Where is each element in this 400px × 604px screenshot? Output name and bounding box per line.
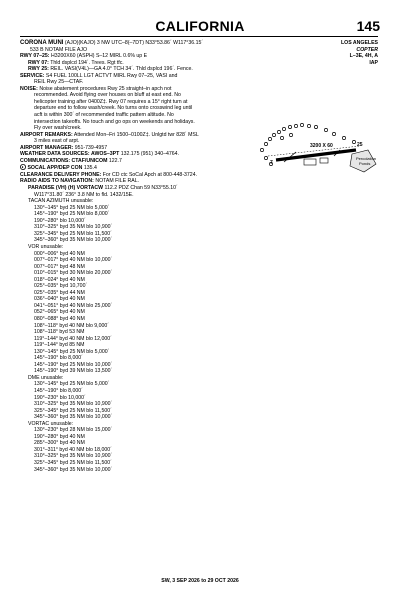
tree-icon (352, 140, 355, 143)
unusable-range-item: 310°–325° byd 35 NM blo 10,900´ (34, 401, 113, 408)
unusable-range-item: 108°–118° byd 40 NM blo 9,000´ (34, 322, 109, 329)
approach-freq: 135.4 (83, 165, 97, 172)
unusable-range-item: 130°–145° byd 25 NM blo 5,000´ (34, 204, 110, 211)
tacan-list (20, 205, 290, 244)
manager-phone: 951-739-4957 (74, 144, 108, 151)
elevation-line: 533 B NOTAM FILE AJO (30, 46, 87, 53)
tree-icon (282, 127, 285, 130)
noise-line-1: Noise abatement procedures Rwy 25 straight–in apch not (39, 85, 172, 92)
unusable-range-item: 285°–300° byd 40 NM (34, 440, 85, 447)
unusable-range-item: 130°–145° byd 25 NM blo 5,000´ (34, 348, 110, 355)
weather-head: WEATHER DATA SOURCES: (20, 151, 90, 158)
chart-ref-enroute: L–3E, 4H, A (349, 53, 378, 60)
rwy25-detail: REIL. VASI(V4L)—GA 4.0° TCH 34´. Thld dsplcd 196´. Fence. (50, 66, 193, 73)
tree-icon (342, 136, 345, 139)
unusable-range-item: 036°–040° byd 40 NM (34, 296, 85, 303)
ponds-label-line-2: Ponds (359, 161, 371, 166)
tree-icon (264, 156, 267, 159)
rwy07-head: RWY 07: (28, 59, 49, 66)
noise-line-4: departure end to follow wash/creek. No turns onto crosswind leg until (34, 105, 193, 112)
unusable-range-item: 345°–360° byd 35 NM blo 10,000´ (34, 237, 113, 244)
airport-utc: UTC–8(–7DT) (111, 40, 144, 46)
unusable-range-item: 145°–190° blo 8,000´ (34, 355, 83, 362)
building (304, 159, 316, 165)
unusable-range-item: 145°–190° byd 39 NM blo 13,500´ (34, 368, 113, 375)
comm-freq: 122.7 (108, 157, 122, 164)
manager-head: AIRPORT MANAGER: (20, 144, 74, 151)
comm-head: COMMUNICATIONS: CTAF/UNICOM (20, 157, 108, 164)
tree-icon (272, 133, 275, 136)
unusable-range-item: 190°–280° blo 10,000´ (34, 217, 86, 224)
clearance-detail: For CD ctc SoCal Apch at 800-448-3724. (102, 171, 198, 178)
airport-name: CORONA MUNI (20, 40, 64, 46)
chart-references (318, 40, 378, 66)
vor-head: VOR unusable: (28, 243, 64, 250)
remarks-head: AIRPORT REMARKS: (20, 131, 73, 138)
unusable-range-item: 345°–360° byd 35 NM blo 10,000´ (34, 466, 113, 473)
weather-awos: AWOS–3PT (91, 151, 120, 158)
unusable-range-item: 145°–190° blo 8,000´ (34, 387, 83, 394)
unusable-range-item: 108°–118° byd 53 NM (34, 329, 85, 336)
unusable-range-item: 000°–006° byd 40 NM (34, 250, 85, 257)
chart-ref-iap: IAP (369, 59, 378, 66)
tree-icon (300, 123, 303, 126)
unusable-range-item: 310°–325° byd 35 NM blo 10,900´ (34, 453, 113, 460)
runway-end-07-label: 7 (270, 160, 273, 166)
service-head: SERVICE: (20, 72, 45, 79)
tree-icon (294, 124, 297, 127)
unusable-range-item: 052°–065° byd 40 NM (34, 309, 85, 316)
unusable-range-item: 080°–088° byd 40 NM (34, 315, 85, 322)
noise-line-3: helicopter training after 0400Z‡. Rwy 07 requires a 15° right turn at (34, 98, 188, 105)
tree-icon (288, 125, 291, 128)
tree-icon (324, 128, 327, 131)
dme-list (20, 381, 290, 420)
clearance-head: CLEARANCE DELIVERY PHONE: (20, 171, 102, 178)
radar-icon (20, 164, 26, 170)
radio-head: RADIO AIDS TO NAVIGATION: (20, 178, 94, 185)
unusable-range-item: 190°–280° byd 40 NM (34, 433, 85, 440)
chart-ref-copter: COPTER (356, 46, 378, 53)
remarks-line-1: Attended Mon–Fri 1500–0100Z‡. Unlgtd twr 828´ MSL (73, 131, 199, 138)
unusable-range-item: 025°–035° byd 44 NM (34, 289, 85, 296)
runway-detail: H3200X60 (ASPH) S–12 MIRL 0.6% up E (50, 53, 148, 60)
noise-line-2: recommended. Avoid flying over houses on bluff at east end. No (34, 92, 181, 99)
vortac-line-2: W117°31.80´ 236° 3.8 NM to fld. 1432/15E. (34, 191, 134, 198)
approach-head: SOCAL APP/DEP CON (27, 165, 83, 172)
vortac-head: PARADISE (VH) (H) VORTACW (28, 185, 104, 192)
unusable-range-item: 325°–345° byd 25 NM blo 11,500´ (34, 460, 112, 466)
unusable-range-item: 325°–345° byd 25 NM blo 11,500´ (34, 407, 112, 414)
chart-ref-sectional: LOS ANGELES (341, 40, 378, 46)
vortac-unusable-list (20, 427, 290, 473)
airport-coords: N33°53.86´ W117°36.15´ (145, 40, 204, 46)
unusable-range-item: 007°–017° byd 40 NM blo 10,000´ (34, 257, 113, 264)
runway-head: RWY 07–25: (20, 53, 50, 60)
page-number: 145 (356, 18, 380, 34)
unusable-range-item: 041°–051° byd 40 NM blo 25,000´ (34, 302, 113, 309)
unusable-range-item: 025°–035° byd 10,700´ (34, 283, 88, 290)
airport-diagram (256, 114, 382, 186)
airport-location: 3 NW (96, 40, 110, 46)
unusable-range-item: 345°–360° byd 35 NM blo 10,000´ (34, 414, 113, 421)
unusable-range-item: 145°–190° byd 25 NM blo 8,000´ (34, 211, 110, 218)
unusable-range-item: 119°–144° byd 40 NM blo 12,000´ (34, 335, 112, 342)
vortac-detail: 112.2 PDZ Chan 59 N33°55.10´ (104, 185, 178, 192)
noise-head: NOISE: (20, 85, 38, 92)
unusable-range-item: 190°–230° blo 10,000´ (34, 394, 86, 401)
tree-icon (268, 137, 271, 140)
vortac-unusable-head: VORTAC unusable: (28, 420, 74, 427)
remarks-line-2: 3 miles east of arpt. (34, 138, 80, 145)
noise-line-6: intersection takeoffs. No touch and go ops on weekends and holidays. (34, 118, 195, 125)
approach-line (20, 164, 290, 172)
footer-dates: SW, 3 SEP 2026 to 29 OCT 2026 (161, 578, 239, 584)
airport-entry (20, 40, 290, 473)
service-cont: REIL Rwy 25—CTAF. (34, 79, 84, 86)
rwy07-detail: Thld dsplcd 194´. Trees. Rgt tfc. (50, 59, 124, 66)
unusable-range-item: 130°–145° byd 25 NM blo 5,000´ (34, 381, 110, 388)
radio-detail: NOTAM FILE RAL. (95, 178, 140, 185)
runway-length-label: 3200 X 60 (310, 143, 333, 149)
building (320, 158, 328, 163)
tree-icon (264, 142, 267, 145)
unusable-range-item: 119°–144° byd 85 NM (34, 342, 85, 349)
noise-line-7: Fly over wash/creek. (34, 125, 82, 132)
tree-icon (260, 148, 263, 151)
runway-end-25-label: 25 (357, 142, 363, 148)
vor-list (20, 251, 290, 375)
tree-icon (280, 136, 283, 139)
ponds-label-line-1: Percolation (356, 156, 377, 161)
tree-icon (277, 130, 280, 133)
tree-icon (332, 132, 335, 135)
unusable-range-item: 018°–024° byd 40 NM (34, 276, 85, 283)
dme-head: DME unusable: (28, 374, 64, 381)
unusable-range-item: 130°–230° byd 28 NM blo 15,000´ (34, 427, 113, 434)
service-detail: S4 FUEL 100LL LGT ACTVT MIRL Rwy 07–25, VASI and (45, 72, 178, 79)
tree-icon (289, 133, 292, 136)
tree-icon (314, 125, 317, 128)
state-title: CALIFORNIA (155, 18, 245, 34)
unusable-range-item: 007°–017° byd 48 NM (34, 263, 85, 270)
unusable-range-item: 145°–190° byd 25 NM blo 10,000´ (34, 361, 113, 368)
unusable-range-item: 310°–325° byd 35 NM blo 10,900´ (34, 224, 113, 231)
tree-icon (307, 124, 310, 127)
unusable-range-item: 010°–015° byd 30 NM blo 20,000´ (34, 270, 113, 277)
unusable-range-item: 325°–345° byd 25 NM blo 11,500´ (34, 230, 112, 237)
rwy25-head: RWY 25: (28, 66, 49, 73)
header-rule (20, 36, 378, 37)
tacan-head: TACAN AZIMUTH unusable: (28, 198, 94, 205)
airport-ids: (AJO)(KAJO) (64, 40, 96, 46)
unusable-range-item: 301°–311° byd 40 NM blo 18,000´ (34, 446, 112, 453)
weather-detail: 132.175 (951) 340–4764. (120, 151, 179, 158)
noise-line-5: acft is within 300´ of recommended traffic pattern altitude. No (34, 112, 174, 119)
